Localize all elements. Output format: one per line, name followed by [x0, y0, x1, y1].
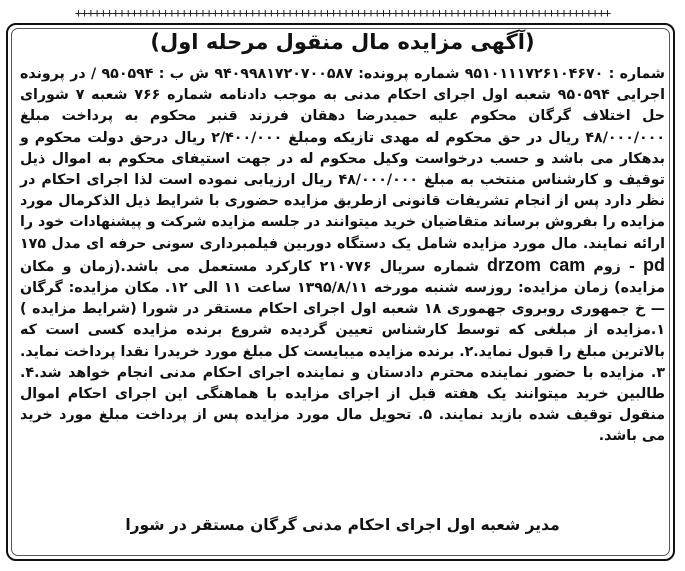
zoom-label: - زوم: [593, 258, 635, 275]
notice-body: [20, 64, 665, 448]
notice-body-text: شماره : ۹۵۱۰۱۱۱۷۲۶۱۰۴۶۷۰ شماره پرونده: ۹۴۰۹۹۸۱۷۲۰۷۰۰۵۸۷ ش ب : ۹۵۰۵۹۴ / در پرونده اجرایی ۹۵۰۵۹۴ شعبه اول اجرای احکام مدنی به موجب دادنامه شماره ۷۶۶ شعبه ۷ شورای حل اختلاف گرگان محکوم علیه حمیدرضا دهقان فرزند قنبر محکوم به پرداخت مبلغ ۴۸/۰۰۰/۰۰۰ ریال در حق محکوم له مهدی تازیکه ومبلغ ۲/۴۰۰/۰۰۰ ریال درحق دولت محکوم و بدهکار می باشد و حسب درخواست وکیل محکوم له در جهت استیفای محکوم به اموال ذیل توقیف و کارشناس منتخب به مبلغ ۴۸/۰۰۰/۰۰۰ ریال ارزیابی نموده است لذا اجرای احکام در نظر دارد پس از انجام تشریفات قانونی ازطریق مزایده حضوری با شرایط ذیل الذکرمال مورد مزایده را بفروش برساند متقاضیان خرید میتوانند در جلسه مزایده شرکت و پیشنهادات خود را ارائه نمایند. مال مورد مزایده شامل یک دستگاه دوربین فیلمبرداری سونی حرفه ای مدل ۱۷۵: [20, 66, 666, 252]
notice-paragraph: [20, 64, 665, 448]
notice-title: (آگهی مزایده مال منقول مرحله اول): [150, 30, 535, 54]
notice-signature: مدیر شعبه اول اجرای احکام مدنی گرگان مستقر در شورا: [125, 516, 560, 534]
notice-body-text-continued: شماره سریال ۲۱۰۷۷۶ کارکرد مستعمل می باشد.(زمان و مکان مزایده) زمان مزایده: روزسه شنبه مورخه ۱۳۹۵/۸/۱۱ ساعت ۱۱ الی ۱۲. مکان مزایده: گرگان — خ جمهوری روبروی جهموری ۱۸ شعبه اول اجرای احکام مستقر در شورا (شرایط مزایده ) ۱.مزایده از مبلغی که توسط کارشناس تعیین گردیده شروع برنده مزایده کسی است که بالاترین مبلغ را قبول نماید.۲. برنده مزایده میبایست کل مبلغ مورد خریدرا نقدا پرداخت نماید. ۳. مزایده با حضور نماینده محترم دادستان و نماینده اجرای احکام مدنی انجام خواهد شد.۴. طالبین خرید میتوانند یک هفته قبل از اجرای مزایده با هماهنگی این اجرای احکام اموال منقول توقیف شده بازید نمایند. ۵. تحویل مال مورد مزایده پس از پرداخت مبلغ مورد خرید می باشد.: [20, 258, 665, 445]
zoom-brand: drzom cam: [487, 254, 586, 275]
decorative-plus-border: ++++++++++++++++++++++++++++++++++++++++++++++++++++++++++++++++++++++++++++++++++++++: [74, 6, 611, 20]
model-code: pd: [642, 254, 665, 275]
